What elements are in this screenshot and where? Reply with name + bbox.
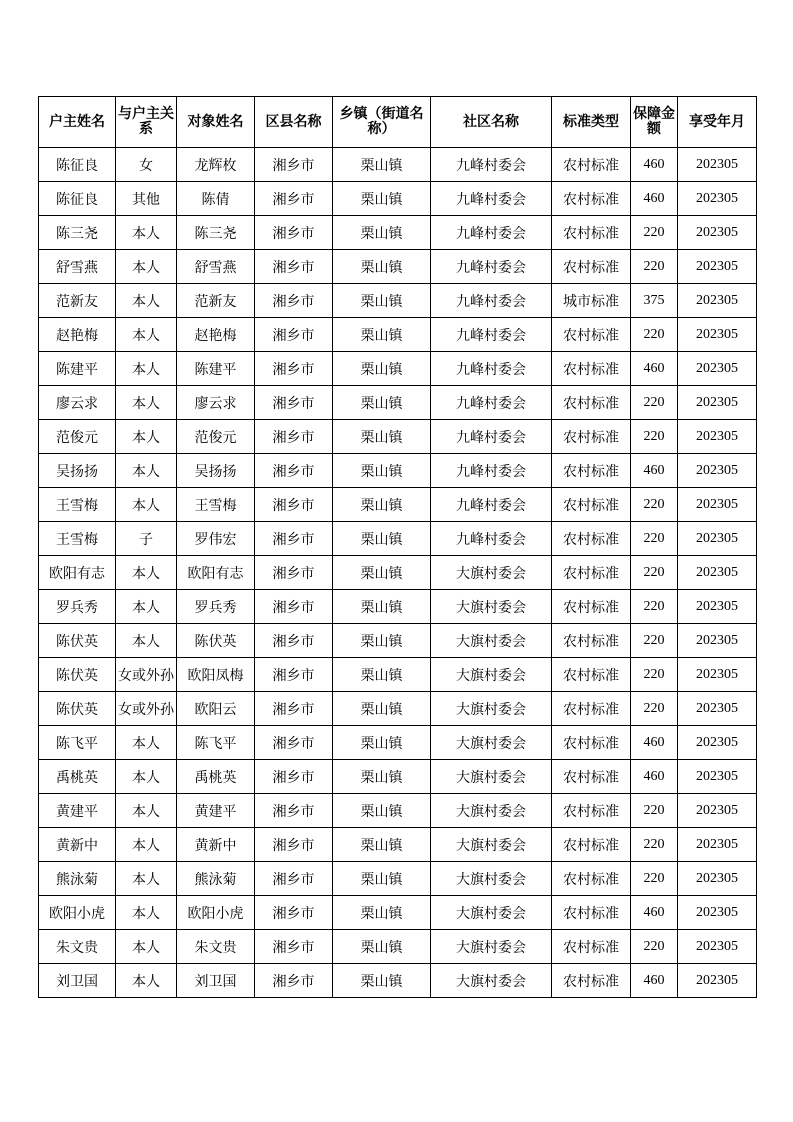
community-cell: 大旗村委会 [431,896,552,930]
standard-type-cell: 农村标准 [552,828,631,862]
county-cell: 湘乡市 [255,284,333,318]
community-cell: 大旗村委会 [431,964,552,998]
community-cell: 大旗村委会 [431,828,552,862]
period-cell: 202305 [678,182,757,216]
town-cell: 栗山镇 [333,420,431,454]
community-cell: 九峰村委会 [431,284,552,318]
relation-cell: 本人 [116,420,177,454]
county-cell: 湘乡市 [255,862,333,896]
town-cell: 栗山镇 [333,386,431,420]
household-head-cell: 吴扬扬 [39,454,116,488]
community-cell: 大旗村委会 [431,794,552,828]
amount-cell: 460 [631,760,678,794]
amount-cell: 375 [631,284,678,318]
recipient-name-cell: 王雪梅 [177,488,255,522]
recipient-name-cell: 欧阳小虎 [177,896,255,930]
county-cell: 湘乡市 [255,658,333,692]
amount-cell: 460 [631,896,678,930]
community-cell: 九峰村委会 [431,352,552,386]
town-cell: 栗山镇 [333,352,431,386]
standard-type-cell: 农村标准 [552,556,631,590]
standard-type-cell: 农村标准 [552,352,631,386]
table-row [39,896,757,930]
standard-type-cell: 农村标准 [552,148,631,182]
period-cell: 202305 [678,896,757,930]
standard-type-cell: 农村标准 [552,454,631,488]
standard-type-cell: 农村标准 [552,318,631,352]
recipient-name-cell: 赵艳梅 [177,318,255,352]
period-cell: 202305 [678,216,757,250]
town-cell: 栗山镇 [333,726,431,760]
town-cell: 栗山镇 [333,760,431,794]
recipient-name-cell: 范俊元 [177,420,255,454]
relation-cell: 其他 [116,182,177,216]
community-cell: 九峰村委会 [431,182,552,216]
town-cell: 栗山镇 [333,964,431,998]
recipient-name-cell: 刘卫国 [177,964,255,998]
household-head-cell: 禹桃英 [39,760,116,794]
table-row [39,352,757,386]
standard-type-cell: 农村标准 [552,250,631,284]
period-cell: 202305 [678,420,757,454]
amount-cell: 460 [631,148,678,182]
relation-cell: 本人 [116,284,177,318]
relation-cell: 本人 [116,488,177,522]
recipient-name-cell: 吴扬扬 [177,454,255,488]
amount-cell: 220 [631,488,678,522]
period-cell: 202305 [678,624,757,658]
community-cell: 大旗村委会 [431,930,552,964]
period-cell: 202305 [678,318,757,352]
recipient-name-cell: 舒雪燕 [177,250,255,284]
household-head-cell: 黄建平 [39,794,116,828]
document-page [38,96,757,998]
relation-cell: 子 [116,522,177,556]
table-row [39,284,757,318]
relation-cell: 本人 [116,454,177,488]
town-cell: 栗山镇 [333,590,431,624]
amount-cell: 220 [631,590,678,624]
table-row [39,862,757,896]
table-row [39,658,757,692]
table-row [39,182,757,216]
header-period: 享受年月 [678,97,757,148]
amount-cell: 220 [631,794,678,828]
recipient-name-cell: 罗伟宏 [177,522,255,556]
amount-cell: 460 [631,182,678,216]
town-cell: 栗山镇 [333,454,431,488]
community-cell: 大旗村委会 [431,760,552,794]
standard-type-cell: 城市标准 [552,284,631,318]
standard-type-cell: 农村标准 [552,488,631,522]
standard-type-cell: 农村标准 [552,182,631,216]
household-head-cell: 熊泳菊 [39,862,116,896]
county-cell: 湘乡市 [255,454,333,488]
household-head-cell: 范俊元 [39,420,116,454]
community-cell: 九峰村委会 [431,318,552,352]
assistance-table [38,96,757,998]
header-recipient-name: 对象姓名 [177,97,255,148]
amount-cell: 460 [631,964,678,998]
standard-type-cell: 农村标准 [552,692,631,726]
standard-type-cell: 农村标准 [552,420,631,454]
standard-type-cell: 农村标准 [552,522,631,556]
amount-cell: 220 [631,930,678,964]
county-cell: 湘乡市 [255,182,333,216]
period-cell: 202305 [678,386,757,420]
table-row [39,420,757,454]
table-row [39,250,757,284]
household-head-cell: 陈飞平 [39,726,116,760]
period-cell: 202305 [678,692,757,726]
standard-type-cell: 农村标准 [552,896,631,930]
relation-cell: 女 [116,148,177,182]
county-cell: 湘乡市 [255,726,333,760]
header-county: 区县名称 [255,97,333,148]
recipient-name-cell: 禹桃英 [177,760,255,794]
recipient-name-cell: 龙辉枚 [177,148,255,182]
table-row [39,556,757,590]
relation-cell: 本人 [116,624,177,658]
table-row [39,624,757,658]
county-cell: 湘乡市 [255,794,333,828]
period-cell: 202305 [678,828,757,862]
recipient-name-cell: 欧阳凤梅 [177,658,255,692]
standard-type-cell: 农村标准 [552,216,631,250]
period-cell: 202305 [678,352,757,386]
relation-cell: 本人 [116,794,177,828]
county-cell: 湘乡市 [255,352,333,386]
county-cell: 湘乡市 [255,930,333,964]
table-row [39,930,757,964]
household-head-cell: 陈征良 [39,182,116,216]
amount-cell: 220 [631,658,678,692]
header-amount: 保障金额 [631,97,678,148]
period-cell: 202305 [678,964,757,998]
period-cell: 202305 [678,250,757,284]
county-cell: 湘乡市 [255,216,333,250]
amount-cell: 220 [631,556,678,590]
period-cell: 202305 [678,794,757,828]
standard-type-cell: 农村标准 [552,726,631,760]
table-row [39,386,757,420]
standard-type-cell: 农村标准 [552,590,631,624]
recipient-name-cell: 罗兵秀 [177,590,255,624]
town-cell: 栗山镇 [333,284,431,318]
period-cell: 202305 [678,930,757,964]
relation-cell: 本人 [116,930,177,964]
header-community: 社区名称 [431,97,552,148]
relation-cell: 女或外孙 [116,658,177,692]
recipient-name-cell: 陈伏英 [177,624,255,658]
county-cell: 湘乡市 [255,420,333,454]
town-cell: 栗山镇 [333,556,431,590]
county-cell: 湘乡市 [255,318,333,352]
table-row [39,760,757,794]
community-cell: 大旗村委会 [431,726,552,760]
recipient-name-cell: 陈倩 [177,182,255,216]
community-cell: 九峰村委会 [431,454,552,488]
town-cell: 栗山镇 [333,216,431,250]
county-cell: 湘乡市 [255,760,333,794]
period-cell: 202305 [678,862,757,896]
household-head-cell: 陈伏英 [39,624,116,658]
county-cell: 湘乡市 [255,828,333,862]
town-cell: 栗山镇 [333,182,431,216]
relation-cell: 本人 [116,556,177,590]
town-cell: 栗山镇 [333,930,431,964]
county-cell: 湘乡市 [255,624,333,658]
recipient-name-cell: 陈飞平 [177,726,255,760]
table-row [39,148,757,182]
town-cell: 栗山镇 [333,692,431,726]
table-row [39,794,757,828]
county-cell: 湘乡市 [255,896,333,930]
table-row [39,726,757,760]
period-cell: 202305 [678,488,757,522]
community-cell: 大旗村委会 [431,556,552,590]
county-cell: 湘乡市 [255,488,333,522]
household-head-cell: 陈三尧 [39,216,116,250]
county-cell: 湘乡市 [255,590,333,624]
table-row [39,828,757,862]
community-cell: 大旗村委会 [431,862,552,896]
town-cell: 栗山镇 [333,522,431,556]
community-cell: 九峰村委会 [431,216,552,250]
recipient-name-cell: 廖云求 [177,386,255,420]
relation-cell: 本人 [116,590,177,624]
household-head-cell: 陈伏英 [39,658,116,692]
community-cell: 九峰村委会 [431,250,552,284]
household-head-cell: 廖云求 [39,386,116,420]
standard-type-cell: 农村标准 [552,862,631,896]
county-cell: 湘乡市 [255,692,333,726]
header-relation: 与户主关系 [116,97,177,148]
table-body [39,148,757,998]
relation-cell: 本人 [116,352,177,386]
standard-type-cell: 农村标准 [552,964,631,998]
community-cell: 大旗村委会 [431,590,552,624]
recipient-name-cell: 陈建平 [177,352,255,386]
period-cell: 202305 [678,760,757,794]
county-cell: 湘乡市 [255,522,333,556]
amount-cell: 220 [631,216,678,250]
town-cell: 栗山镇 [333,250,431,284]
amount-cell: 220 [631,624,678,658]
household-head-cell: 陈征良 [39,148,116,182]
period-cell: 202305 [678,148,757,182]
recipient-name-cell: 陈三尧 [177,216,255,250]
relation-cell: 本人 [116,828,177,862]
table-row [39,216,757,250]
relation-cell: 女或外孙 [116,692,177,726]
period-cell: 202305 [678,726,757,760]
town-cell: 栗山镇 [333,896,431,930]
recipient-name-cell: 黄新中 [177,828,255,862]
amount-cell: 220 [631,250,678,284]
relation-cell: 本人 [116,386,177,420]
recipient-name-cell: 范新友 [177,284,255,318]
header-standard-type: 标准类型 [552,97,631,148]
amount-cell: 220 [631,862,678,896]
amount-cell: 220 [631,318,678,352]
standard-type-cell: 农村标准 [552,930,631,964]
period-cell: 202305 [678,522,757,556]
period-cell: 202305 [678,454,757,488]
town-cell: 栗山镇 [333,862,431,896]
town-cell: 栗山镇 [333,148,431,182]
town-cell: 栗山镇 [333,658,431,692]
standard-type-cell: 农村标准 [552,760,631,794]
amount-cell: 220 [631,828,678,862]
standard-type-cell: 农村标准 [552,386,631,420]
household-head-cell: 刘卫国 [39,964,116,998]
recipient-name-cell: 黄建平 [177,794,255,828]
recipient-name-cell: 欧阳有志 [177,556,255,590]
town-cell: 栗山镇 [333,488,431,522]
table-row [39,318,757,352]
relation-cell: 本人 [116,896,177,930]
household-head-cell: 罗兵秀 [39,590,116,624]
table-row [39,692,757,726]
header-town: 乡镇（街道名称） [333,97,431,148]
relation-cell: 本人 [116,318,177,352]
amount-cell: 220 [631,420,678,454]
household-head-cell: 朱文贵 [39,930,116,964]
amount-cell: 220 [631,522,678,556]
household-head-cell: 欧阳有志 [39,556,116,590]
community-cell: 大旗村委会 [431,658,552,692]
community-cell: 大旗村委会 [431,692,552,726]
household-head-cell: 陈建平 [39,352,116,386]
table-row [39,488,757,522]
town-cell: 栗山镇 [333,794,431,828]
household-head-cell: 陈伏英 [39,692,116,726]
community-cell: 九峰村委会 [431,420,552,454]
county-cell: 湘乡市 [255,386,333,420]
community-cell: 九峰村委会 [431,488,552,522]
town-cell: 栗山镇 [333,828,431,862]
period-cell: 202305 [678,284,757,318]
county-cell: 湘乡市 [255,250,333,284]
community-cell: 九峰村委会 [431,148,552,182]
amount-cell: 220 [631,692,678,726]
household-head-cell: 赵艳梅 [39,318,116,352]
amount-cell: 220 [631,386,678,420]
standard-type-cell: 农村标准 [552,624,631,658]
household-head-cell: 黄新中 [39,828,116,862]
household-head-cell: 范新友 [39,284,116,318]
county-cell: 湘乡市 [255,148,333,182]
relation-cell: 本人 [116,964,177,998]
standard-type-cell: 农村标准 [552,658,631,692]
relation-cell: 本人 [116,862,177,896]
amount-cell: 460 [631,454,678,488]
recipient-name-cell: 熊泳菊 [177,862,255,896]
period-cell: 202305 [678,658,757,692]
town-cell: 栗山镇 [333,624,431,658]
community-cell: 九峰村委会 [431,522,552,556]
amount-cell: 460 [631,352,678,386]
household-head-cell: 王雪梅 [39,488,116,522]
header-household-head: 户主姓名 [39,97,116,148]
household-head-cell: 王雪梅 [39,522,116,556]
relation-cell: 本人 [116,760,177,794]
county-cell: 湘乡市 [255,556,333,590]
table-header-row [39,97,757,148]
recipient-name-cell: 欧阳云 [177,692,255,726]
relation-cell: 本人 [116,250,177,284]
relation-cell: 本人 [116,726,177,760]
standard-type-cell: 农村标准 [552,794,631,828]
period-cell: 202305 [678,590,757,624]
table-row [39,590,757,624]
community-cell: 九峰村委会 [431,386,552,420]
relation-cell: 本人 [116,216,177,250]
community-cell: 大旗村委会 [431,624,552,658]
town-cell: 栗山镇 [333,318,431,352]
amount-cell: 460 [631,726,678,760]
table-row [39,454,757,488]
recipient-name-cell: 朱文贵 [177,930,255,964]
household-head-cell: 舒雪燕 [39,250,116,284]
table-row [39,964,757,998]
period-cell: 202305 [678,556,757,590]
table-row [39,522,757,556]
household-head-cell: 欧阳小虎 [39,896,116,930]
county-cell: 湘乡市 [255,964,333,998]
